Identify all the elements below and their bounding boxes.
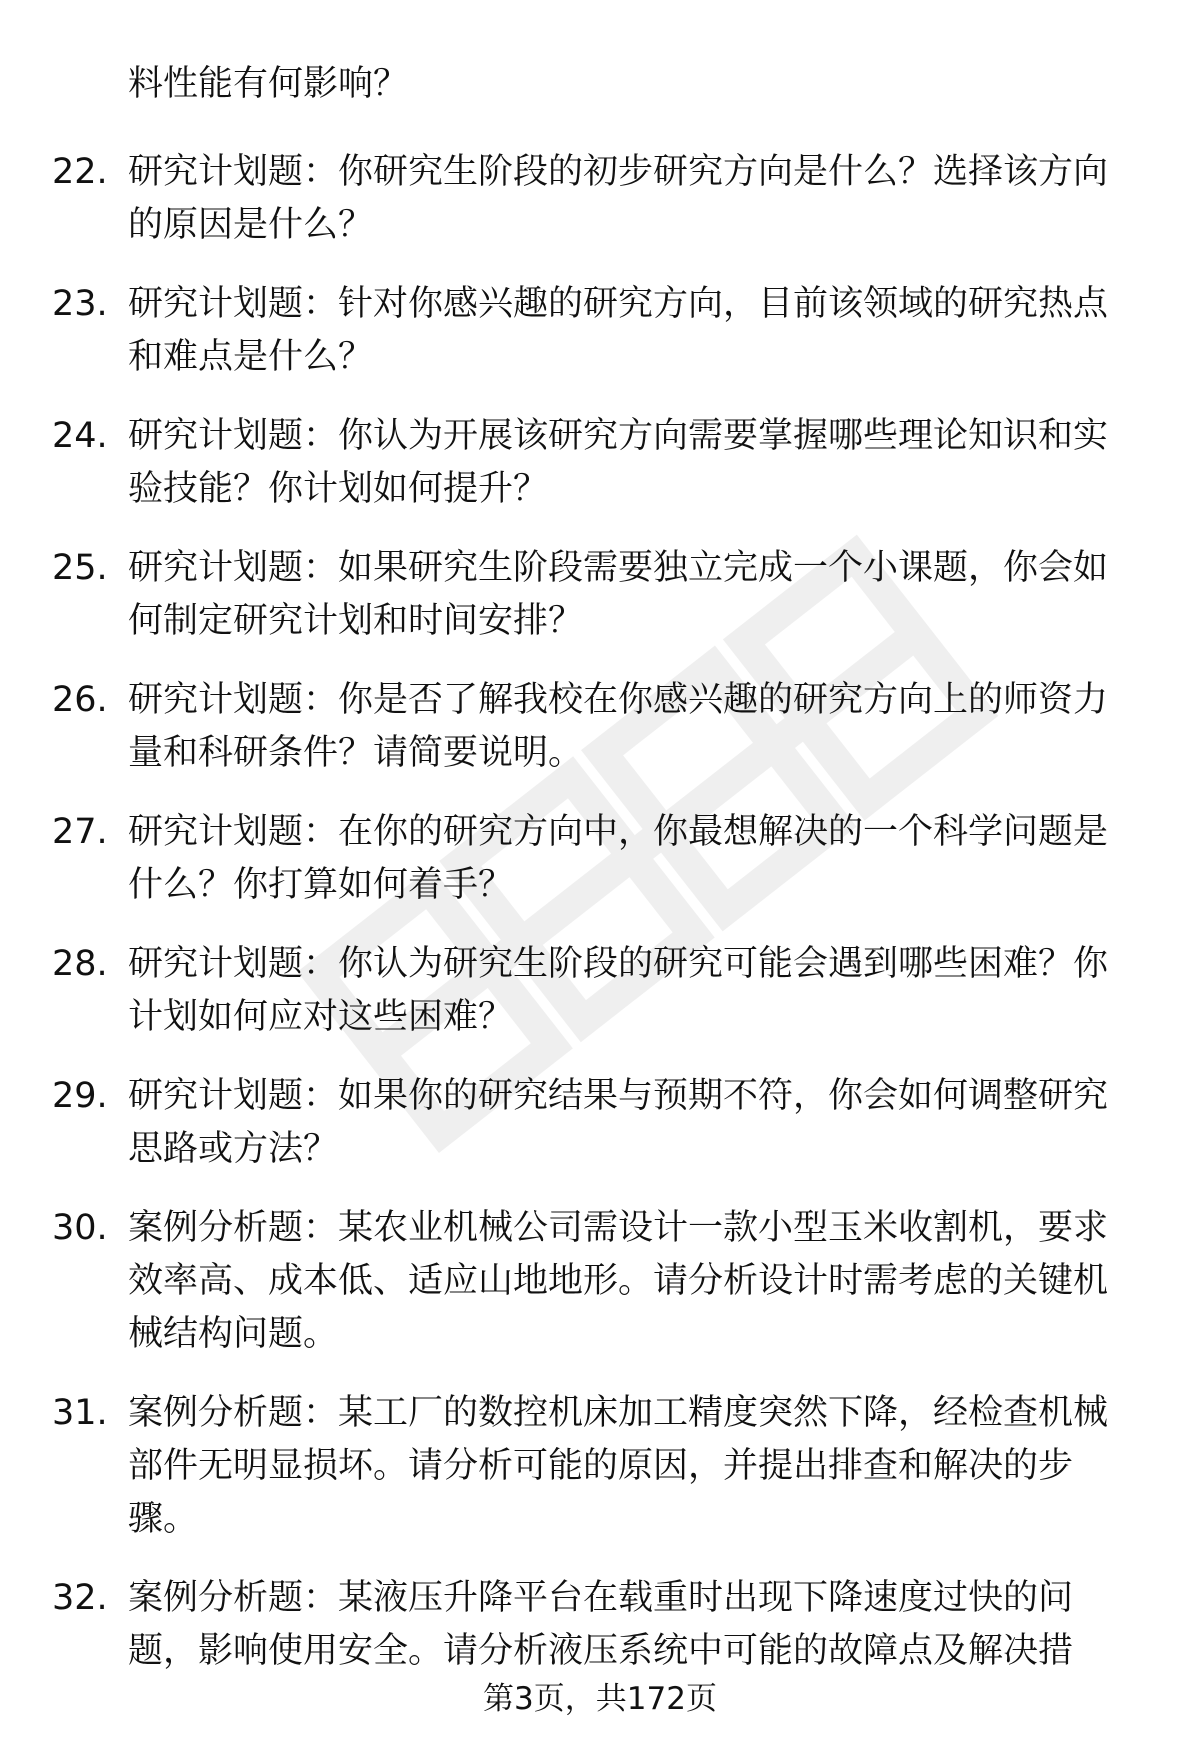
question-text: 案例分析题：某液压升降平台在载重时出现下降速度过快的问题，影响使用安全。请分析液压系统中可能的故障点及解决措 bbox=[128, 1578, 1074, 1671]
page-footer: 第3页，共172页 bbox=[483, 1681, 717, 1717]
question-text: 研究计划题：你研究生阶段的初步研究方向是什么？选择该方向的原因是什么？ bbox=[128, 152, 1109, 245]
question-text: 研究计划题：你认为开展该研究方向需要掌握哪些理论知识和实验技能？你计划如何提升？ bbox=[128, 416, 1109, 509]
list-item bbox=[0, 674, 1200, 780]
list-item bbox=[0, 1070, 1200, 1176]
question-number: 23. bbox=[52, 284, 108, 324]
list-item bbox=[0, 1202, 1200, 1361]
list-item bbox=[0, 1387, 1200, 1546]
question-text: 研究计划题：如果研究生阶段需要独立完成一个小课题，你会如何制定研究计划和时间安排？ bbox=[128, 548, 1109, 641]
question-number: 31. bbox=[52, 1393, 108, 1433]
question-text: 研究计划题：针对你感兴趣的研究方向，目前该领域的研究热点和难点是什么？ bbox=[128, 284, 1109, 377]
question-number: 30. bbox=[52, 1208, 108, 1248]
question-text: 案例分析题：某工厂的数控机床加工精度突然下降，经检查机械部件无明显损坏。请分析可能的原因，并提出排查和解决的步骤。 bbox=[128, 1393, 1109, 1539]
list-item bbox=[0, 146, 1200, 252]
question-text: 研究计划题：如果你的研究结果与预期不符，你会如何调整研究思路或方法？ bbox=[128, 1076, 1109, 1169]
question-number: 28. bbox=[52, 944, 108, 984]
question-list bbox=[0, 146, 1200, 1704]
continuation-text: 料性能有何影响？ bbox=[128, 64, 409, 104]
list-item bbox=[0, 938, 1200, 1044]
question-text: 研究计划题：在你的研究方向中，你最想解决的一个科学问题是什么？你打算如何着手？ bbox=[128, 812, 1109, 905]
question-number: 32. bbox=[52, 1578, 108, 1618]
list-item bbox=[0, 278, 1200, 384]
question-text: 案例分析题：某农业机械公司需设计一款小型玉米收割机，要求效率高、成本低、适应山地地形。请分析设计时需考虑的关键机械结构问题。 bbox=[128, 1208, 1109, 1354]
question-number: 26. bbox=[52, 680, 108, 720]
question-number: 22. bbox=[52, 152, 108, 192]
question-text: 研究计划题：你是否了解我校在你感兴趣的研究方向上的师资力量和科研条件？请简要说明。 bbox=[128, 680, 1109, 773]
question-number: 25. bbox=[52, 548, 108, 588]
question-text: 研究计划题：你认为研究生阶段的研究可能会遇到哪些困难？你计划如何应对这些困难？ bbox=[128, 944, 1109, 1037]
list-item bbox=[0, 806, 1200, 912]
question-number: 29. bbox=[52, 1076, 108, 1116]
list-item bbox=[0, 542, 1200, 648]
list-item bbox=[0, 410, 1200, 516]
question-number: 27. bbox=[52, 812, 108, 852]
list-item bbox=[0, 1572, 1200, 1678]
question-number: 24. bbox=[52, 416, 108, 456]
